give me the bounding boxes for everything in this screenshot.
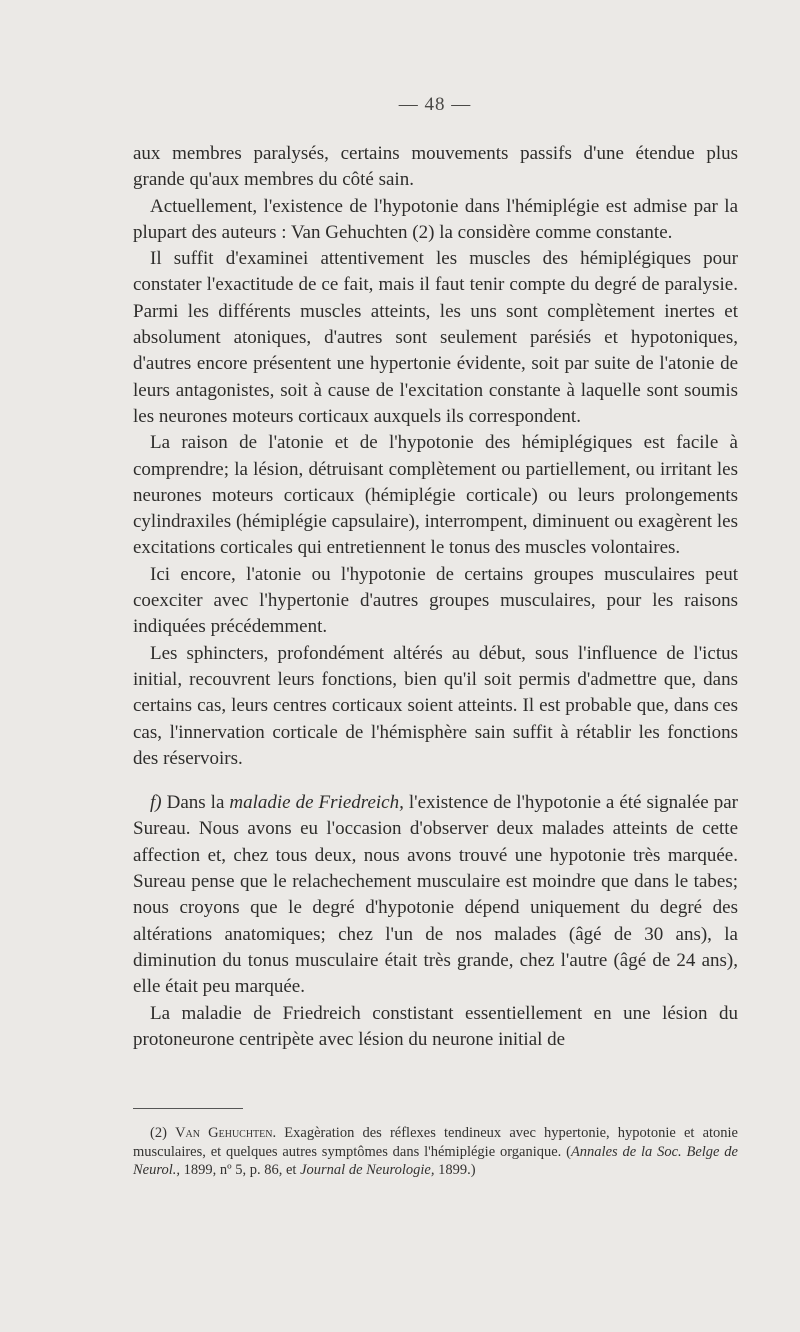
- footnote-journal: Annales de la Soc. Belge de Neurol.,: [133, 1143, 738, 1178]
- footnote-details: 1899, nº 5, p. 86, et: [183, 1162, 297, 1178]
- footnote-journal-2: Journal de Neurologie,: [300, 1162, 435, 1178]
- last-paragraph: La maladie de Friedreich constistant essentiellement en une lésion du protoneurone centripète avec lésion du neurone initial de: [133, 1002, 738, 1050]
- section-marker: f): [150, 792, 162, 814]
- footnote-body: Exagèration des réflexes tendineux avec hypertonie, hypotonie et atonie musculaires, et quelques autres symptômes dans l'hémiplégie organique. (: [133, 1125, 738, 1160]
- section-lead: Dans la: [166, 792, 225, 814]
- body-text: [133, 141, 738, 1053]
- footnote-divider: [133, 1108, 243, 1109]
- footnote-number: (2): [150, 1125, 167, 1141]
- paragraph-4: La raison de l'atonie et de l'hypotonie des hémiplégiques est facile à comprendre; la lésion, détruisant complètement ou partiellement, ou irritant les neurones moteurs corticaux (hémiplégie corticale) ou leurs prolongements cylindraxiles (hémiplégie capsulaire), interrompent, diminuent ou exagèrent les excitations corticales qui entretiennent le tonus des muscles volontaires.: [133, 432, 738, 559]
- paragraph-6: Les sphincters, profondément altérés au début, sous l'influence de l'ictus initial, recouvrent leurs fonctions, bien qu'il soit permis d'admettre que, dans certains cas, leurs centres corticaux soient atteints. Il est probable que, dans ces cas, l'innervation corticale de l'hémisphère sain suffit à rétablir les fonctions des réservoirs.: [133, 642, 738, 769]
- page-number: — 48 —: [398, 94, 472, 115]
- footnote-year: 1899.): [438, 1162, 476, 1178]
- paragraph-1: aux membres paralysés, certains mouvements passifs d'une étendue plus grande qu'aux membres du côté sain.: [133, 143, 738, 191]
- paragraph-2: Actuellement, l'existence de l'hypotonie dans l'hémiplégie est admise par la plupart des auteurs : Van Gehuchten (2) la considère comme constante.: [133, 195, 738, 243]
- footnote-author: Van Gehuchten.: [175, 1125, 277, 1141]
- section-italic-term: maladie de Friedreich,: [229, 792, 404, 814]
- paragraph-5: Ici encore, l'atonie ou l'hypotonie de certains groupes musculaires peut coexciter avec l'hypertonie d'autres groupes musculaires, pour les raisons indiquées précédemment.: [133, 563, 738, 638]
- footnote: [133, 1124, 738, 1180]
- section-f-paragraph: [133, 790, 738, 1000]
- footnote-text: [133, 1124, 738, 1180]
- paragraph-3: Il suffit d'examinei attentivement les muscles des hémiplégiques pour constater l'exactitude de ce fait, mais il faut tenir compte du degré de paralysie. Parmi les différents muscles atteints, les uns sont complètement inertes et absolument atoniques, d'autres sont seulement parésiés et hypotoniques, d'autres encore présentent une hypertonie évidente, soit par suite de l'atonie de leurs antagonistes, soit à cause de l'excitation constante à laquelle sont soumis les neurones moteurs corticaux auxquels ils correspondent.: [133, 248, 738, 427]
- section-text: l'existence de l'hypotonie a été signalée par Sureau. Nous avons eu l'occasion d'observer deux malades atteints de cette affection et, chez tous deux, nous avons trouvé une hypotonie très marquée. Sureau pense que le relachechement musculaire est moindre que dans le tabes; nous croyons que le degré d'hypotonie dépend uniquement du degré des altérations anatomiques; chez l'un de nos malades (âgé de 30 ans), la diminution du tonus musculaire était très grande, chez l'autre (âgé de 24 ans), elle était peu marquée.: [133, 792, 739, 998]
